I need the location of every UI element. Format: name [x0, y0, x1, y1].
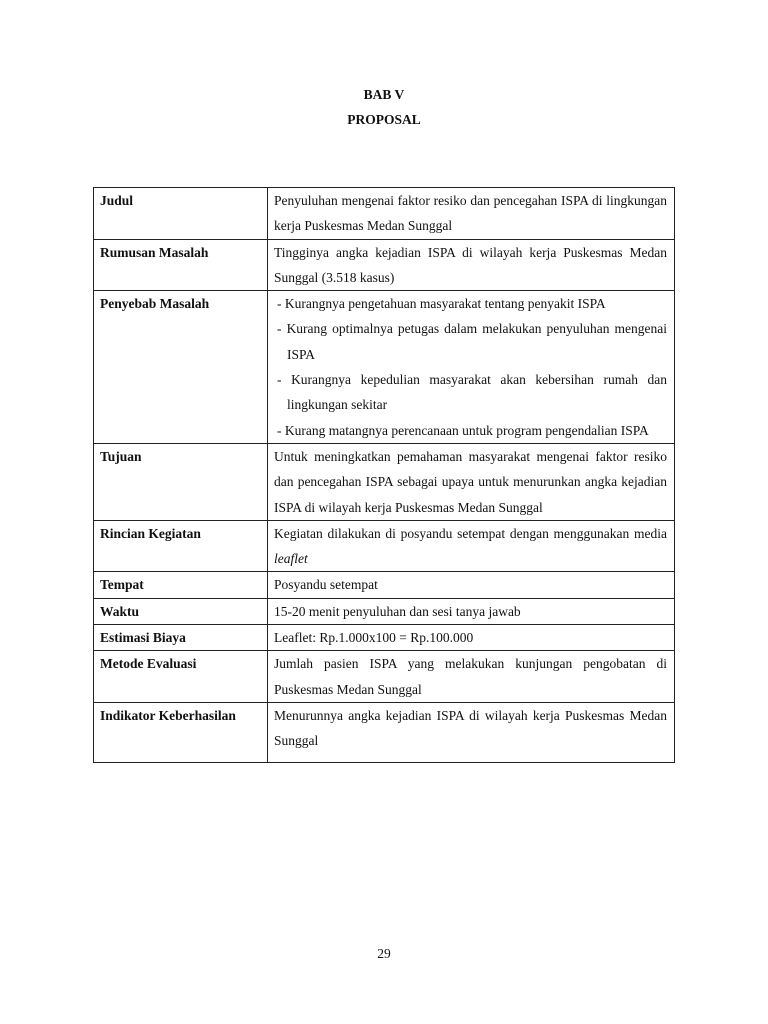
row-label: Waktu — [94, 598, 268, 624]
list-item — [277, 367, 667, 418]
row-label: Tujuan — [94, 443, 268, 520]
table-row-rumusan-masalah — [94, 239, 675, 291]
list-item — [277, 316, 667, 367]
list-item-text: Kurangnya pengetahuan masyarakat tentang penyakit ISPA — [284, 296, 606, 312]
bullet-dash: - — [277, 372, 282, 388]
row-value: Jumlah pasien ISPA yang melakukan kunjungan pengobatan di Puskesmas Medan Sunggal — [268, 651, 675, 703]
chapter-heading: BAB V — [363, 87, 405, 102]
bullet-dash: - — [277, 422, 282, 438]
list-item-text: Kurang matangnya perencanaan untuk program pengendalian ISPA — [284, 422, 649, 438]
table-row-waktu — [94, 598, 675, 624]
list-item — [277, 418, 667, 443]
list-item — [277, 291, 667, 316]
row-label: Rumusan Masalah — [94, 239, 268, 291]
row-value: Menurunnya angka kejadian ISPA di wilayah kerja Puskesmas Medan Sunggal — [268, 702, 675, 762]
table-row-estimasi-biaya — [94, 625, 675, 651]
page-number: 29 — [377, 946, 391, 961]
row-value-italic: leaflet — [274, 551, 308, 567]
row-value — [268, 520, 675, 572]
row-label: Metode Evaluasi — [94, 651, 268, 703]
row-value: Penyuluhan mengenai faktor resiko dan pencegahan ISPA di lingkungan kerja Puskesmas Medan Sunggal — [268, 188, 675, 240]
table-row-rincian-kegiatan — [94, 520, 675, 572]
row-label: Estimasi Biaya — [94, 625, 268, 651]
list-item-text: Kurang optimalnya petugas dalam melakukan penyuluhan mengenai ISPA — [286, 321, 668, 362]
row-value: Posyandu setempat — [268, 572, 675, 598]
table-row-metode-evaluasi — [94, 651, 675, 703]
proposal-title: PROPOSAL — [347, 112, 421, 127]
row-label: Penyebab Masalah — [94, 291, 268, 444]
list-item-text: Kurangnya kepedulian masyarakat akan kebersihan rumah dan lingkungan sekitar — [287, 372, 667, 413]
table-row-tempat — [94, 572, 675, 598]
row-value — [268, 291, 675, 444]
table-row-judul — [94, 188, 675, 240]
proposal-table — [93, 187, 675, 763]
row-label: Judul — [94, 188, 268, 240]
row-value: Untuk meningkatkan pemahaman masyarakat mengenai faktor resiko dan pencegahan ISPA sebagai upaya untuk menurunkan angka kejadian ISPA di wilayah kerja Puskesmas Medan Sunggal — [268, 443, 675, 520]
row-value: Leaflet: Rp.1.000x100 = Rp.100.000 — [268, 625, 675, 651]
row-value: 15-20 menit penyuluhan dan sesi tanya jawab — [268, 598, 675, 624]
cause-list — [274, 291, 667, 443]
table-row-tujuan — [94, 443, 675, 520]
table-row-penyebab-masalah — [94, 291, 675, 444]
bullet-dash: - — [277, 296, 282, 312]
bullet-dash: - — [277, 321, 282, 337]
row-label: Tempat — [94, 572, 268, 598]
row-value: Tingginya angka kejadian ISPA di wilayah kerja Puskesmas Medan Sunggal (3.518 kasus) — [268, 239, 675, 291]
row-label: Indikator Keberhasilan — [94, 702, 268, 762]
row-value-text: Kegiatan dilakukan di posyandu setempat dengan menggunakan media — [274, 525, 667, 541]
row-label: Rincian Kegiatan — [94, 520, 268, 572]
table-row-indikator-keberhasilan — [94, 702, 675, 762]
